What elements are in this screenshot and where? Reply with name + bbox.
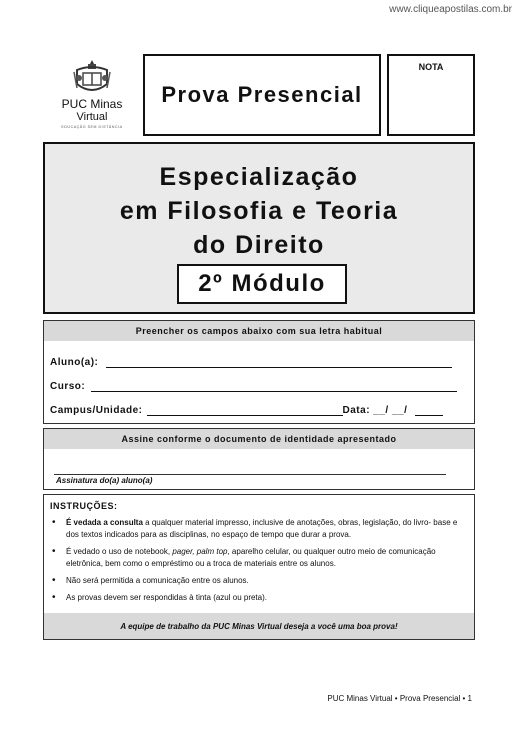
- signature-label: Assinatura do(a) aluno(a): [56, 476, 153, 485]
- nota-label: NOTA: [418, 62, 444, 72]
- instruction-item1-text: a qualquer material impresso, inclusive de anotações, obras, legislação, do livro- base e dos textos indicados para as disciplinas, no espaço de tempo que durar a prova.: [66, 518, 458, 539]
- fields-header: Preencher os campos abaixo com sua letra habitual: [44, 321, 474, 341]
- student-fields-section: [43, 320, 475, 424]
- campus-row: [50, 405, 443, 416]
- instruction-item: [52, 546, 472, 570]
- logo-name-line2: Virtual: [76, 111, 108, 123]
- aluno-label: Aluno(a):: [50, 357, 99, 368]
- nota-box[interactable]: [387, 54, 475, 136]
- puc-minas-logo: [52, 58, 132, 134]
- aluno-field[interactable]: [106, 357, 452, 368]
- instructions-footer: A equipe de trabalho da PUC Minas Virtual deseja a você uma boa prova!: [44, 613, 474, 639]
- instruction-item: [52, 592, 472, 604]
- course-title-line1: Especialização: [159, 163, 359, 191]
- data-year-field[interactable]: [415, 405, 443, 416]
- logo-tagline: EDUCAÇÃO SEM DISTÂNCIA: [61, 125, 123, 129]
- course-title-line3: do Direito: [193, 231, 325, 259]
- aluno-row: [50, 357, 452, 368]
- signature-section: [43, 428, 475, 490]
- coat-of-arms-icon: [71, 58, 113, 96]
- instruction-item3-text: Não será permitida a comunicação entre os alunos.: [66, 576, 249, 585]
- instruction-item2-italic: pager, palm top: [172, 547, 228, 556]
- instruction-item4-text: As provas devem ser respondidas à tinta (azul ou preta).: [66, 593, 267, 602]
- instruction-item: [52, 575, 472, 587]
- signature-header: Assine conforme o documento de identidade apresentado: [44, 429, 474, 449]
- module-label: 2º Módulo: [177, 264, 347, 304]
- instruction-item2-text-a: É vedado o uso de notebook,: [66, 547, 173, 556]
- prova-title: Prova Presencial: [143, 54, 381, 136]
- site-url: www.cliqueapostilas.com.br: [389, 4, 512, 15]
- data-label: Data: __/ __/: [342, 405, 408, 416]
- instructions-header: INSTRUÇÕES:: [50, 501, 118, 511]
- curso-field[interactable]: [91, 381, 457, 392]
- page-footer: PUC Minas Virtual • Prova Presencial • 1: [327, 694, 472, 703]
- instruction-item2-text-b: , aparelho celular, ou qualquer outro meio de comunicação eletrônica, bem como o empréstimo ou a troca de materiais entre os alunos.: [66, 547, 436, 568]
- instructions-section: [43, 494, 475, 640]
- curso-row: [50, 381, 457, 392]
- signature-field[interactable]: [54, 474, 446, 475]
- logo-name-line1: PUC Minas: [61, 97, 123, 111]
- instruction-item: [52, 517, 472, 541]
- campus-field[interactable]: [147, 405, 343, 416]
- instructions-list: [52, 517, 472, 609]
- instruction-item1-bold: É vedada a consulta: [66, 518, 143, 527]
- campus-label: Campus/Unidade:: [50, 405, 143, 416]
- curso-label: Curso:: [50, 381, 86, 392]
- course-title: [45, 160, 473, 262]
- course-title-line2: em Filosofia e Teoria: [119, 197, 399, 225]
- course-title-box: [43, 142, 475, 314]
